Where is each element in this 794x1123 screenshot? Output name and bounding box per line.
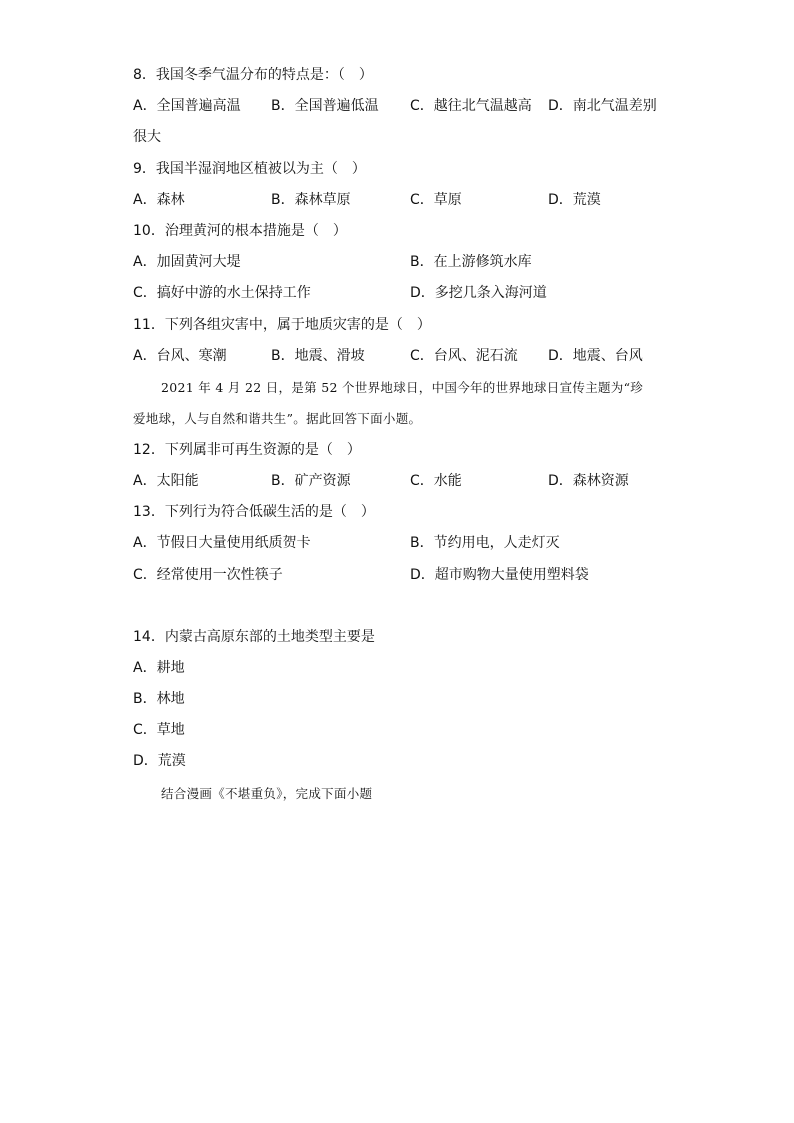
question-14-stem: 14．内蒙古高原东部的土地类型主要是 bbox=[133, 629, 375, 645]
question-8-stem: 8．我国冬季气温分布的特点是：（ ） bbox=[133, 67, 373, 83]
question-9-option-c: C．草原 bbox=[410, 192, 462, 208]
question-10-option-c: C．搞好中游的水土保持工作 bbox=[133, 285, 311, 301]
question-8-option-d-continued: 很大 bbox=[133, 129, 161, 145]
question-12-option-c: C．水能 bbox=[410, 473, 462, 489]
passage-cartoon-instruction: 结合漫画《不堪重负》，完成下面小题 bbox=[161, 786, 373, 801]
question-14-option-b: B．林地 bbox=[133, 691, 185, 707]
question-13-stem: 13．下列行为符合低碳生活的是（ ） bbox=[133, 504, 375, 520]
question-10-option-d: D．多挖几条入海河道 bbox=[410, 285, 547, 301]
question-13-option-c: C．经常使用一次性筷子 bbox=[133, 567, 283, 583]
question-9-option-b: B．森林草原 bbox=[271, 192, 351, 208]
question-9-stem: 9．我国半湿润地区植被以为主（ ） bbox=[133, 161, 366, 177]
question-13-option-a: A．节假日大量使用纸质贺卡 bbox=[133, 535, 311, 551]
question-12-stem: 12．下列属非可再生资源的是（ ） bbox=[133, 442, 361, 458]
question-8-option-a: A．全国普遍高温 bbox=[133, 98, 241, 114]
question-8-option-b: B．全国普遍低温 bbox=[271, 98, 379, 114]
question-11-stem: 11．下列各组灾害中，属于地质灾害的是（ ） bbox=[133, 317, 431, 333]
question-12-option-d: D．森林资源 bbox=[548, 473, 629, 489]
question-14-option-a: A．耕地 bbox=[133, 660, 185, 676]
question-14-option-d: D．荒漠 bbox=[133, 753, 186, 769]
question-8-option-d: D．南北气温差别 bbox=[548, 98, 657, 114]
passage-earth-day-line-2: 爱地球，人与自然和谐共生”。据此回答下面小题。 bbox=[133, 411, 422, 426]
question-10-stem: 10．治理黄河的根本措施是（ ） bbox=[133, 223, 347, 239]
question-11-option-c: C．台风、泥石流 bbox=[410, 348, 518, 364]
question-13-option-b: B．节约用电，人走灯灭 bbox=[410, 535, 560, 551]
question-12-option-a: A．太阳能 bbox=[133, 473, 199, 489]
question-9-option-d: D．荒漠 bbox=[548, 192, 601, 208]
question-11-option-a: A．台风、寒潮 bbox=[133, 348, 227, 364]
question-11-option-d: D．地震、台风 bbox=[548, 348, 643, 364]
passage-earth-day-line-1: 2021 年 4 月 22 日，是第 52 个世界地球日，中国今年的世界地球日宣传主题为“珍 bbox=[161, 380, 644, 395]
question-11-option-b: B．地震、滑坡 bbox=[271, 348, 365, 364]
question-9-option-a: A．森林 bbox=[133, 192, 185, 208]
question-14-option-c: C．草地 bbox=[133, 722, 185, 738]
question-12-option-b: B．矿产资源 bbox=[271, 473, 351, 489]
question-10-option-b: B．在上游修筑水库 bbox=[410, 254, 532, 270]
question-13-option-d: D．超市购物大量使用塑料袋 bbox=[410, 567, 589, 583]
question-10-option-a: A．加固黄河大堤 bbox=[133, 254, 241, 270]
question-8-option-c: C．越往北气温越高 bbox=[410, 98, 532, 114]
